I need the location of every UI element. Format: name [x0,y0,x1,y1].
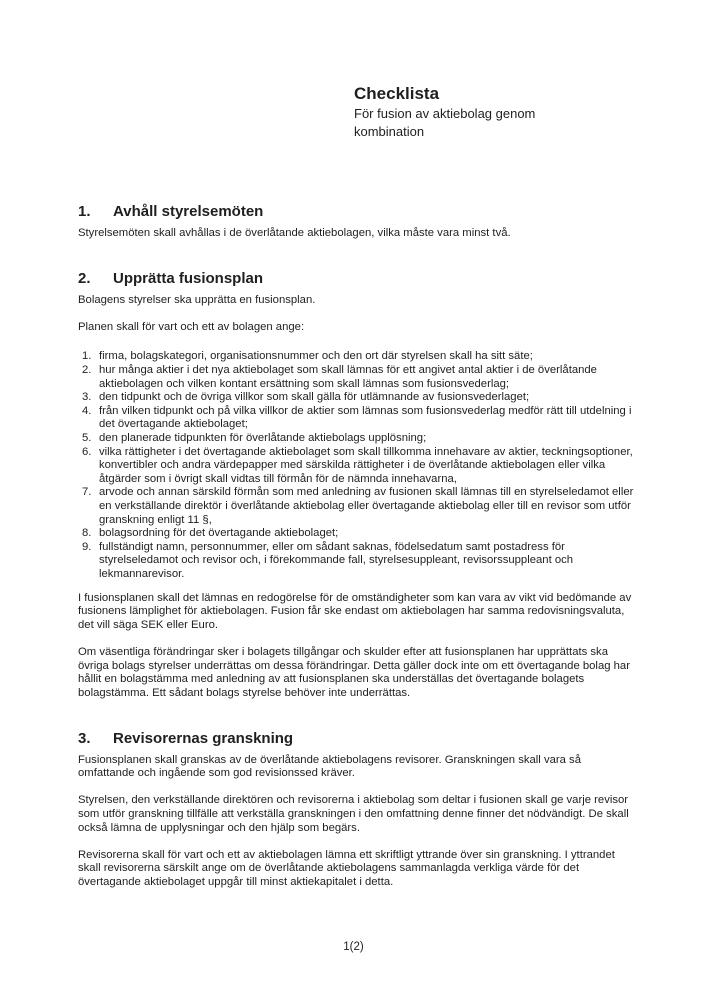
list-item [78,541,638,582]
section-2-outro-paragraph: Om väsentliga förändringar sker i bolagets tillgångar och skulder efter att fusionsplanen har upprättats ska övriga bolags styrelser underrättas om dessa förändringar. Detta gäller dock inte om ett övertagande bolag har hållit en bolagstämma med anledning av att fusionsplanen ska underställas det övertagande bolagets bolagstämma. Ett sådant bolags styrelse behöver inte underrättas. [78,646,630,700]
list-item-number: 2. [82,363,92,376]
section-2-intro-paragraph: Planen skall för vart och ett av bolagen ange: [78,320,305,333]
list-item-text: bolagsordning för det övertagande aktiebolaget; [99,527,339,540]
list-item-text: firma, bolagskategori, organisationsnummer och den ort där styrelsen skall ha sitt säte; [99,350,533,363]
section-3-number: 3. [78,729,91,747]
section-2-number: 2. [78,269,91,287]
document-body [78,0,638,903]
list-item [78,364,638,391]
list-item-number: 6. [82,445,92,458]
section-3-heading [78,730,638,748]
section-2-outro-paragraph: I fusionsplanen skall det lämnas en redogörelse för de omständigheter som kan vara av vikt vid bedömande av fusionens lämplighet för aktiebolagen. Fusion får ske endast om aktiebolagen har samma redovisningsvaluta, det vill säga SEK eller Euro. [78,591,632,632]
page-number: 1(2) [343,941,364,953]
section-3-title: Revisorernas granskning [113,729,294,747]
list-item-text: från vilken tidpunkt och på vilka villkor de aktier som lämnas som fusionsvederlag medför rätt till utdelning i det övertagande aktiebolaget; [99,404,632,431]
section-3-paragraph: Styrelsen, den verkställande direktören och revisorerna i aktiebolag som deltar i fusionen skall ge varje revisor som utför granskning tillfälle att verkställa granskningen i den omfattning denne finner det nödvändigt. De skall också lämna de upplysningar och den hjälp som begärs. [78,794,629,834]
document-subtitle-line-2: kombination [354,124,425,139]
list-item-text: den planerade tidpunkten för överlåtande aktiebolags upplösning; [99,431,427,444]
list-item-number: 5. [82,431,92,444]
document-title: Checklista [354,84,440,103]
section-1-heading [78,203,638,221]
section-1-title: Avhåll styrelsemöten [113,203,264,220]
list-item [78,432,638,446]
list-item [78,527,638,541]
list-item [78,486,638,527]
section-2-intro-paragraph: Bolagens styrelser ska upprätta en fusionsplan. [78,293,316,306]
list-item-text: den tidpunkt och de övriga villkor som skall gälla för utlämnande av fusionsvederlaget; [99,391,530,404]
list-item-text: arvode och annan särskild förmån som med anledning av fusionen skall lämnas till en styrelseledamot eller en verkställande direktör i överlåtande aktiebolag eller övertagande aktiebolag eller till en revisor som utför granskning enligt 11 §, [99,486,634,526]
section-3-paragraph: Revisorerna skall för vart och ett av aktiebolagen lämna ett skriftligt yttrande över sin granskning. I yttrandet skall revisorerna särskilt ange om de överlåtande aktiebolagens sammanlagda verkliga värde för det övertagande aktiebolaget uppgår till minst aktiekapitalet i detta. [78,848,615,888]
list-item-number: 9. [82,540,92,553]
document-subtitle-line-1: För fusion av aktiebolag genom [354,106,536,121]
list-item-number: 7. [82,486,92,499]
list-item-number: 4. [82,404,92,417]
list-item [78,350,638,364]
fusion-plan-list [78,350,638,581]
list-item-number: 1. [82,350,92,363]
list-item-number: 3. [82,391,92,404]
section-3-paragraph: Fusionsplanen skall granskas av de överlåtande aktiebolagens revisorer. Granskningen skall vara så omfattande och ingående som god revisionssed kräver. [78,753,581,780]
list-item [78,446,638,487]
list-item-text: fullständigt namn, personnummer, eller om sådant saknas, födelsedatum samt postadress för styrelseledamot och revisor och, i förekommande fall, styrelsesuppleant, revisorssuppleant och lekmannarevisor. [99,540,574,580]
list-item-number: 8. [82,527,92,540]
section-2-heading [78,270,638,288]
section-2-title: Upprätta fusionsplan [113,269,264,287]
section-1-number: 1. [78,203,91,220]
list-item [78,405,638,432]
section-1-paragraph: Styrelsemöten skall avhållas i de överlåtande aktiebolagen, vilka måste vara minst två. [78,227,511,239]
list-item-text: vilka rättigheter i det övertagande aktiebolaget som skall tillkomma innehavare av aktier, teckningsoptioner, konvertibler och andra värdepapper med särskilda rättigheter i de överlåtande aktiebolagen eller vilka åtgärder som i övrigt skall vidtas till förmån för de nämnda innehavarna, [99,445,633,485]
list-item [78,391,638,405]
list-item-text: hur många aktier i det nya aktiebolaget som skall lämnas för ett angivet antal aktier i de överlåtande aktiebolagen och vilken kontant ersättning som skall lämnas som fusionsvederlag; [99,363,597,390]
